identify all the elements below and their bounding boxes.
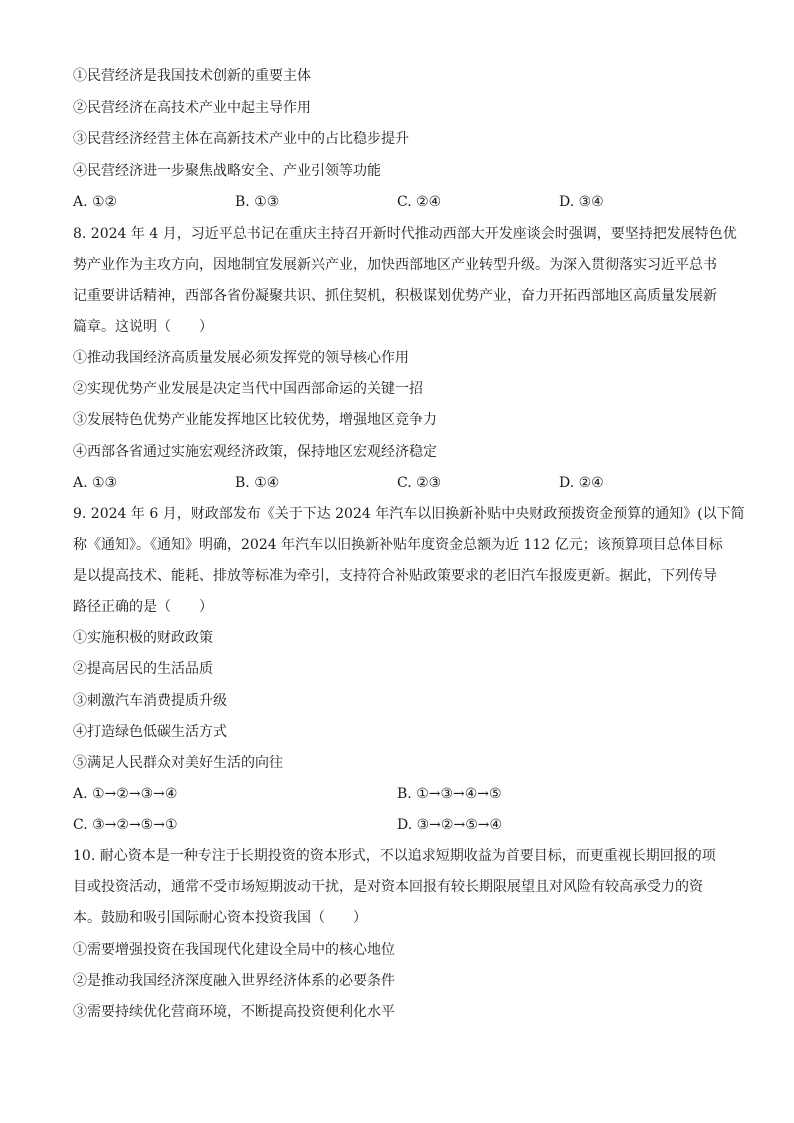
q9-statement-3: ③刺激汽车消费提质升级 (73, 693, 227, 709)
q8-option-d[interactable]: D. ②④ (559, 475, 604, 491)
q10-statement-2: ②是推动我国经济深度融入世界经济体系的必要条件 (73, 973, 395, 989)
q8-statement-1: ①推动我国经济高质量发展必须发挥党的领导核心作用 (73, 350, 409, 366)
q8-option-c[interactable]: C. ②③ (397, 475, 442, 491)
q9-stem-line-4: 路径正确的是（ ） (73, 599, 213, 615)
q9-statement-5: ⑤满足人民群众对美好生活的向往 (73, 755, 283, 771)
q9-stem-line-1: 9. 2024 年 6 月，财政部发布《关于下达 2024 年汽车以旧换新补贴中央财政预拨资金预算的通知》(以下简 (73, 506, 745, 522)
q7-option-b[interactable]: B. ①③ (235, 194, 280, 210)
q7-statement-1: ①民营经济是我国技术创新的重要主体 (73, 68, 311, 84)
q9-option-c[interactable]: C. ③→②→⑤→① (73, 817, 178, 833)
q8-stem-line-1: 8. 2024 年 4 月，习近平总书记在重庆主持召开新时代推动西部大开发座谈会时强调，要坚持把发展特色优 (73, 226, 737, 242)
q10-statement-1: ①需要增强投资在我国现代化建设全局中的核心地位 (73, 942, 395, 958)
q9-statement-1: ①实施积极的财政政策 (73, 630, 213, 646)
q9-statement-2: ②提高居民的生活品质 (73, 661, 213, 677)
q9-option-d[interactable]: D. ③→②→⑤→④ (397, 817, 503, 833)
q8-option-a[interactable]: A. ①③ (73, 475, 118, 491)
q10-statement-3: ③需要持续优化营商环境，不断提高投资便利化水平 (73, 1004, 395, 1020)
q9-statement-4: ④打造绿色低碳生活方式 (73, 724, 227, 740)
q8-stem-line-4: 篇章。这说明（ ） (73, 319, 213, 335)
q7-option-a[interactable]: A. ①② (73, 194, 118, 210)
q8-options (73, 473, 723, 493)
q7-statement-4: ④民营经济进一步聚焦战略安全、产业引领等功能 (73, 163, 381, 179)
q7-options (73, 192, 723, 212)
q9-option-b[interactable]: B. ①→③→④→⑤ (397, 786, 502, 802)
q7-option-c[interactable]: C. ②④ (397, 194, 442, 210)
q7-option-d[interactable]: D. ③④ (559, 194, 604, 210)
q8-stem-line-3: 记重要讲话精神，西部各省份凝聚共识、抓住契机，积极谋划优势产业，奋力开拓西部地区高质量发展新 (73, 288, 717, 304)
q9-options-row-1 (73, 784, 723, 804)
q10-stem-line-3: 本。鼓励和吸引国际耐心资本投资我国（ ） (73, 910, 367, 926)
q9-option-a[interactable]: A. ①→②→③→④ (73, 786, 178, 802)
q9-stem-line-2: 称《通知》。《通知》明确，2024 年汽车以旧换新补贴年度资金总额为近 112 亿元；该预算项目总体目标 (73, 537, 723, 553)
q8-stem-line-2: 势产业作为主攻方向，因地制宜发展新兴产业，加快西部地区产业转型升级。为深入贯彻落实习近平总书 (73, 257, 717, 273)
q8-statement-4: ④西部各省通过实施宏观经济政策，保持地区宏观经济稳定 (73, 444, 437, 460)
q9-options-row-2 (73, 815, 723, 835)
q10-stem-line-1: 10. 耐心资本是一种专注于长期投资的资本形式，不以追求短期收益为首要目标，而更重视长期回报的项 (73, 848, 716, 864)
q9-stem-line-3: 是以提高技术、能耗、排放等标准为牵引，支持符合补贴政策要求的老旧汽车报废更新。据此，下列传导 (73, 568, 717, 584)
q8-statement-3: ③发展特色优势产业能发挥地区比较优势，增强地区竞争力 (73, 412, 437, 428)
q10-stem-line-2: 目或投资活动，通常不受市场短期波动干扰，是对资本回报有较长期限展望且对风险有较高承受力的资 (73, 879, 703, 895)
q8-option-b[interactable]: B. ①④ (235, 475, 280, 491)
q7-statement-3: ③民营经济经营主体在高新技术产业中的占比稳步提升 (73, 131, 409, 147)
q7-statement-2: ②民营经济在高技术产业中起主导作用 (73, 100, 311, 116)
q8-statement-2: ②实现优势产业发展是决定当代中国西部命运的关键一招 (73, 381, 423, 397)
